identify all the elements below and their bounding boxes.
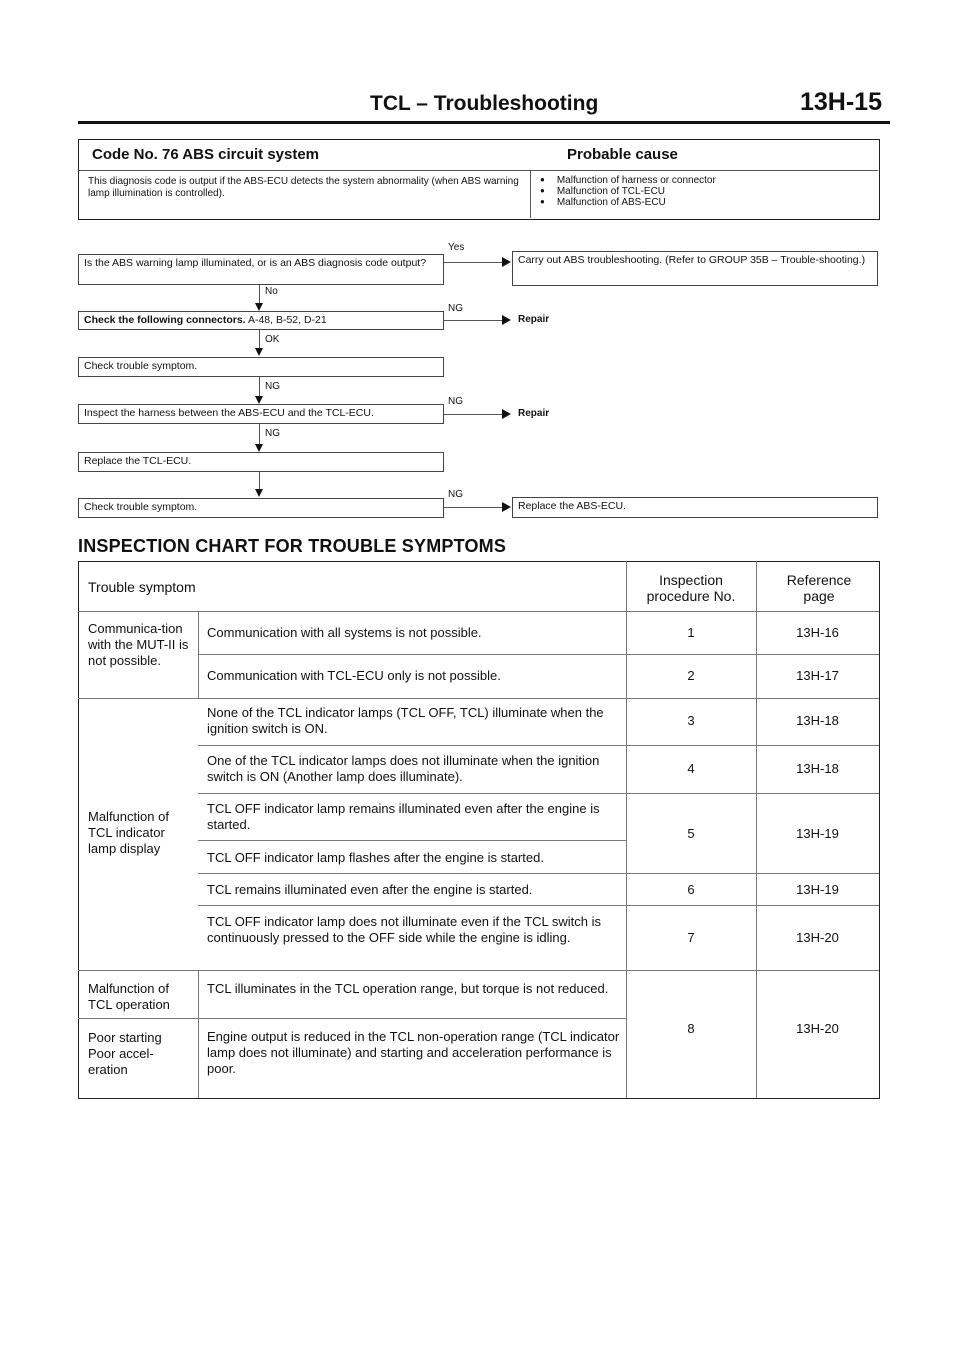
code-description: This diagnosis code is output if the ABS-ECU detects the system abnormality (when ABS warning lamp illumination is controlled). xyxy=(88,176,519,199)
flow-ok-label: OK xyxy=(265,334,280,345)
flow-ng-label: NG xyxy=(265,428,280,439)
header-trouble-symptom: Trouble symptom xyxy=(88,579,196,595)
reference-page: 13H-17 xyxy=(796,668,839,683)
table-row-line xyxy=(78,970,879,971)
symptom-text: One of the TCL indicator lamps does not illuminate when the ignition switch is ON (Another lamp does illuminate). xyxy=(207,753,600,784)
inspection-chart-title: INSPECTION CHART FOR TROUBLE SYMPTOMS xyxy=(78,536,507,556)
table-row-line xyxy=(198,654,879,655)
table-row-line xyxy=(78,1018,626,1019)
arrow-right-icon xyxy=(502,257,511,267)
flow-step-replace-tcl-ecu: Replace the TCL-ECU. xyxy=(78,452,444,472)
flow-action-replace-abs-ecu: Replace the ABS-ECU. xyxy=(512,497,878,518)
procedure-number: 6 xyxy=(687,882,695,897)
flow-repair-label: Repair xyxy=(518,408,550,419)
reference-page: 13H-18 xyxy=(796,761,839,776)
flow-step-emphasis: Check the following connectors. xyxy=(84,314,246,326)
reference-page: 13H-20 xyxy=(796,1021,839,1036)
arrow-right-icon xyxy=(502,315,511,325)
cause-item: ● Malfunction of TCL-ECU xyxy=(540,186,716,197)
arrow-down-icon xyxy=(255,303,263,311)
table-row-line xyxy=(198,745,879,746)
flow-connector xyxy=(444,262,504,263)
table-row-line xyxy=(198,905,879,906)
arrow-right-icon xyxy=(502,502,511,512)
symptom-text: TCL OFF indicator lamp flashes after the engine is started. xyxy=(207,850,544,865)
symptom-text: None of the TCL indicator lamps (TCL OFF, TCL) illuminate when the ignition switch is ON. xyxy=(207,705,604,736)
symptom-text: TCL remains illuminated even after the engine is started. xyxy=(207,882,533,897)
flow-connector xyxy=(444,320,504,321)
code-box-divider xyxy=(78,170,878,171)
reference-page: 13H-16 xyxy=(796,625,839,640)
symptom-text: TCL illuminates in the TCL operation range, but torque is not reduced. xyxy=(207,981,609,996)
reference-page: 13H-20 xyxy=(796,930,839,945)
table-row-line xyxy=(198,793,879,794)
symptom-text: TCL OFF indicator lamp remains illuminated even after the engine is started. xyxy=(207,801,600,832)
flow-ng-label: NG xyxy=(265,381,280,392)
flow-ng-label: NG xyxy=(448,396,463,407)
flow-step-connectors: A-48, B-52, D-21 xyxy=(245,314,327,326)
arrow-down-icon xyxy=(255,348,263,356)
cause-item: ● Malfunction of ABS-ECU xyxy=(540,197,716,208)
procedure-number: 3 xyxy=(687,713,695,728)
cause-item: ● Malfunction of harness or connector xyxy=(540,175,716,186)
flow-step-inspect-harness: Inspect the harness between the ABS-ECU and the TCL-ECU. xyxy=(78,404,444,424)
procedure-number: 7 xyxy=(687,930,695,945)
page-code: 13H-15 xyxy=(800,88,882,116)
reference-page: 13H-19 xyxy=(796,826,839,841)
flow-step-check-symptom-final: Check trouble symptom. xyxy=(78,498,444,518)
flow-ng-label: NG xyxy=(448,303,463,314)
flow-connector xyxy=(444,414,504,415)
table-row-line xyxy=(78,611,879,612)
group-poor-starting: Poor starting Poor accel-eration xyxy=(88,1030,162,1077)
flow-repair-label: Repair xyxy=(518,314,550,325)
header-rule xyxy=(78,121,890,124)
reference-page: 13H-19 xyxy=(796,882,839,897)
arrow-down-icon xyxy=(255,444,263,452)
table-row-line xyxy=(78,698,879,699)
flow-yes-label: Yes xyxy=(448,242,465,253)
arrow-down-icon xyxy=(255,489,263,497)
flow-step-check-connectors xyxy=(78,311,444,330)
cause-heading: Probable cause xyxy=(567,146,678,163)
procedure-number: 4 xyxy=(687,761,695,776)
table-row-line xyxy=(198,873,879,874)
table-column-line xyxy=(198,970,199,1098)
procedure-number: 2 xyxy=(687,668,695,683)
procedure-number: 5 xyxy=(687,826,695,841)
group-tcl-operation: Malfunction of TCL operation xyxy=(88,981,170,1012)
symptom-text: Communication with all systems is not possible. xyxy=(207,625,482,640)
arrow-down-icon xyxy=(255,396,263,404)
header-inspection-procedure: Inspection procedure No. xyxy=(646,572,736,604)
flow-connector xyxy=(444,507,504,508)
reference-page: 13H-18 xyxy=(796,713,839,728)
flow-step-abs-check: Is the ABS warning lamp illuminated, or is an ABS diagnosis code output? xyxy=(78,254,444,285)
group-indicator-lamp: Malfunction of TCL indicator lamp display xyxy=(88,809,169,856)
header-reference-page: Reference page xyxy=(786,572,852,604)
flow-action-abs-troubleshooting: Carry out ABS troubleshooting. (Refer to GROUP 35B – Trouble-shooting.) xyxy=(512,251,878,286)
cause-list xyxy=(540,175,716,208)
flow-no-label: No xyxy=(265,286,278,297)
flow-step-check-symptom: Check trouble symptom. xyxy=(78,357,444,377)
group-communication: Communica-tion with the MUT-II is not possible. xyxy=(88,621,189,668)
code-heading: Code No. 76 ABS circuit system xyxy=(92,146,320,163)
code-box-column-divider xyxy=(530,171,531,218)
flow-ng-label: NG xyxy=(448,489,463,500)
procedure-number: 1 xyxy=(687,625,695,640)
symptom-text: TCL OFF indicator lamp does not illuminate even if the TCL switch is continuously pressed to the OFF side while the engine is idling. xyxy=(207,914,602,945)
arrow-right-icon xyxy=(502,409,511,419)
page-title: TCL – Troubleshooting xyxy=(370,92,599,115)
symptom-text: Communication with TCL-ECU only is not possible. xyxy=(207,668,501,683)
procedure-number: 8 xyxy=(687,1021,695,1036)
table-row-line xyxy=(198,840,626,841)
symptom-text: Engine output is reduced in the TCL non-operation range (TCL indicator lamp does not illuminate) and starting and acceleration performance is poor. xyxy=(207,1029,620,1076)
